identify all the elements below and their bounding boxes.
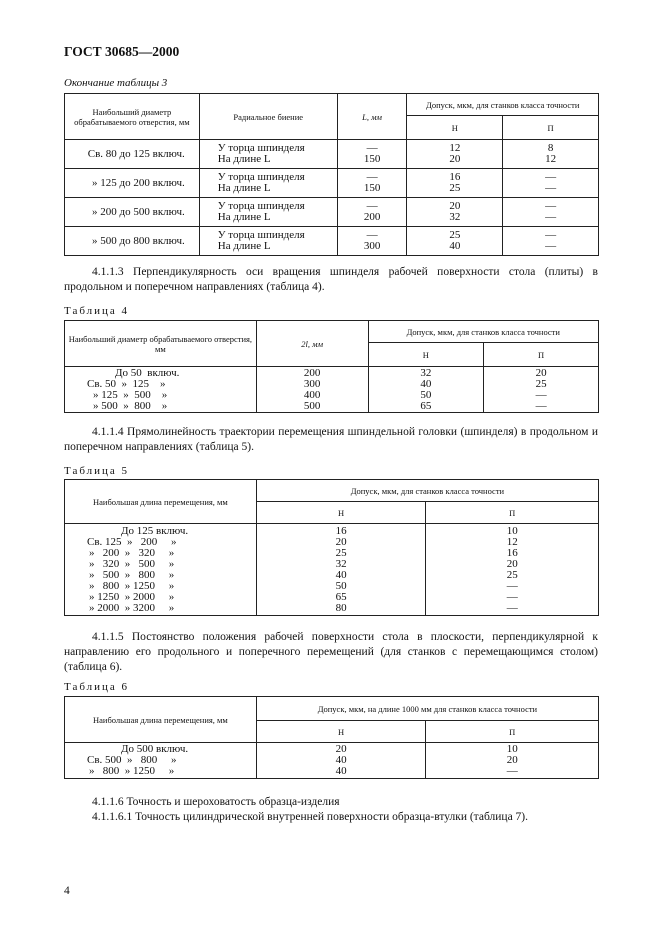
t4-cell-p: 25 [535, 377, 547, 390]
t3-header-class-n: Н [407, 116, 503, 140]
table-5 [64, 479, 599, 616]
paragraph-4-1-1-6-1: 4.1.1.6.1 Точность цилиндрической внутренней поверхности образца-втулки (таблица 7). [92, 811, 529, 823]
t3-cell-length: — [366, 171, 378, 183]
t3-cell-p: — [545, 240, 557, 252]
table5-caption: Таблица 5 [64, 465, 130, 477]
paragraph-4-1-1-3: 4.1.1.3 Перпендикулярность оси вращения шпинделя рабочей поверхности стола (плиты) в продольном и поперечном направлениях (таблица 4). [64, 266, 598, 293]
paragraph-4-1-1-6: 4.1.1.6 Точность и шероховатость образца-изделия [92, 796, 340, 808]
t5-cell-p: — [506, 601, 518, 614]
t5-cell-n: 40 [335, 568, 347, 581]
t3-cell-n: 25 [449, 182, 461, 194]
table6-caption: Таблица 6 [64, 681, 130, 693]
t4-cell-p: — [535, 399, 547, 412]
t5-cell-length: » 200 » 320 » [89, 546, 175, 559]
t3-cell-desc: У торца шпинделя [217, 171, 305, 183]
t6-header-tolerance: Допуск, мкм, на длине 1000 мм для станков класса точности [256, 697, 598, 721]
t6-header-length: Наибольшая длина перемещения, мм [65, 697, 257, 743]
page-number: 4 [64, 885, 70, 897]
t4-header-diameter: Наибольший диаметр обрабатываемого отверстия, мм [65, 321, 257, 367]
table-row [65, 743, 599, 779]
t4-cell-length: 200 [303, 366, 321, 379]
table3-continuation-caption: Окончание таблицы 3 [64, 77, 168, 89]
t3-cell-n: 32 [449, 211, 461, 223]
t3-header-runout: Радиальное биение [199, 94, 337, 140]
t4-header-class-n: Н [368, 343, 484, 367]
t3-cell-n: 16 [449, 171, 461, 183]
t4-cell-n: 32 [420, 366, 432, 379]
paragraph-4-1-1-5: 4.1.1.5 Постоянство положения рабочей поверхности стола в плоскости, перпендикулярной к направлению его продольного и поперечного перемещений (для станков с перемещающимся столом) (таблица 6). [64, 631, 598, 673]
t5-header-class-n: Н [256, 502, 426, 524]
t6-cell-length: Св. 500 » 800 » [87, 754, 177, 766]
t3-cell-diameter: Св. 80 до 125 включ. [65, 140, 200, 169]
t3-cell-desc: У торца шпинделя [217, 229, 305, 241]
t6-header-class-p: П [426, 721, 599, 743]
t6-cell-p: 10 [506, 743, 518, 755]
t4-cell-length: 500 [303, 399, 321, 412]
t5-header-length: Наибольшая длина перемещения, мм [65, 480, 257, 524]
t5-cell-length: Св. 125 » 200 » [87, 535, 177, 548]
t4-cell-p: 20 [535, 366, 547, 379]
table4-caption: Таблица 4 [64, 305, 130, 317]
t4-cell-diameter: Св. 50 » 125 » [87, 377, 166, 390]
t3-cell-p: — [545, 200, 557, 212]
t5-cell-n: 32 [335, 557, 347, 570]
t3-cell-p: 12 [545, 153, 557, 165]
t3-cell-n: 40 [449, 240, 461, 252]
document-header: ГОСТ 30685—2000 [64, 44, 180, 59]
t3-cell-desc: На длине L [217, 182, 271, 194]
t5-cell-n: 20 [335, 535, 347, 548]
t3-cell-desc: У торца шпинделя [217, 142, 305, 154]
t4-cell-diameter: » 500 » 800 » [93, 399, 168, 412]
t5-cell-p: 20 [506, 557, 518, 570]
t4-cell-length: 300 [303, 377, 321, 390]
t5-cell-n: 65 [335, 590, 347, 603]
t6-cell-p: — [506, 765, 518, 777]
t3-cell-length: — [366, 229, 378, 241]
t3-cell-diameter: » 200 до 500 включ. [65, 198, 200, 227]
t6-cell-length: До 500 включ. [121, 743, 189, 755]
table-row [65, 140, 599, 169]
t4-header-tolerance: Допуск, мкм, для станков класса точности [368, 321, 598, 343]
t6-cell-length: » 800 » 1250 » [89, 765, 175, 777]
t3-header-length: L, мм [337, 94, 407, 140]
table-4 [64, 320, 599, 413]
t3-cell-length: — [366, 200, 378, 212]
t5-cell-length: До 125 включ. [121, 524, 189, 537]
t6-cell-n: 40 [335, 765, 347, 777]
t5-cell-p: — [506, 579, 518, 592]
t5-cell-length: » 2000 » 3200 » [89, 601, 175, 614]
t3-cell-n: 25 [449, 229, 461, 241]
t4-cell-n: 50 [420, 388, 432, 401]
t5-header-tolerance: Допуск, мкм, для станков класса точности [256, 480, 598, 502]
t3-cell-n: 20 [449, 153, 461, 165]
t4-cell-n: 65 [420, 399, 432, 412]
t6-cell-p: 20 [506, 754, 518, 766]
t5-cell-p: 25 [506, 568, 518, 581]
t3-cell-length: — [366, 142, 378, 154]
t5-cell-n: 50 [335, 579, 347, 592]
table-row [65, 367, 599, 413]
t5-cell-p: 12 [506, 535, 518, 548]
paragraph-4-1-1-4: 4.1.1.4 Прямолинейность траектории перемещения шпиндельной головки (шпинделя) в продольном и поперечном направлениях (таблица 5). [64, 426, 598, 453]
t4-cell-n: 40 [420, 377, 432, 390]
t3-cell-n: 20 [449, 200, 461, 212]
t3-cell-desc: У торца шпинделя [217, 200, 305, 212]
t3-cell-n: 12 [449, 142, 461, 154]
t6-header-class-n: Н [256, 721, 426, 743]
t4-cell-diameter: » 125 » 500 » [93, 388, 168, 401]
t5-cell-n: 16 [335, 524, 347, 537]
t3-cell-p: — [545, 171, 557, 183]
t4-cell-p: — [535, 388, 547, 401]
t3-cell-length: 200 [363, 211, 381, 223]
t3-cell-desc: На длине L [217, 153, 271, 165]
t6-cell-n: 40 [335, 754, 347, 766]
t5-cell-n: 80 [335, 601, 347, 614]
table-6 [64, 696, 599, 779]
t5-header-class-p: П [426, 502, 599, 524]
t3-header-diameter: Наибольший диаметр обрабатываемого отверстия, мм [65, 94, 200, 140]
t3-cell-desc: На длине L [217, 240, 271, 252]
table-row [65, 198, 599, 227]
t4-cell-diameter: До 50 включ. [115, 366, 180, 379]
t5-cell-p: — [506, 590, 518, 603]
t3-cell-p: 8 [547, 142, 554, 154]
table-3 [64, 93, 599, 256]
t5-cell-p: 10 [506, 524, 518, 537]
t4-header-class-p: П [484, 343, 599, 367]
t3-header-tolerance: Допуск, мкм, для станков класса точности [407, 94, 599, 116]
t3-cell-diameter: » 500 до 800 включ. [65, 227, 200, 256]
t3-cell-diameter: » 125 до 200 включ. [65, 169, 200, 198]
t4-header-length: 2l, мм [256, 321, 368, 367]
table-row [65, 227, 599, 256]
t5-cell-length: » 800 » 1250 » [89, 579, 175, 592]
t5-cell-length: » 320 » 500 » [89, 557, 175, 570]
t3-cell-p: — [545, 229, 557, 241]
t3-cell-desc: На длине L [217, 211, 271, 223]
t3-cell-p: — [545, 182, 557, 194]
t3-cell-length: 300 [363, 240, 381, 252]
t5-cell-length: » 500 » 800 » [89, 568, 175, 581]
t5-cell-length: » 1250 » 2000 » [89, 590, 175, 603]
t3-header-class-p: П [503, 116, 599, 140]
table-row [65, 524, 599, 616]
t3-cell-length: 150 [363, 182, 381, 194]
t5-cell-p: 16 [506, 546, 518, 559]
t3-cell-p: — [545, 211, 557, 223]
t4-cell-length: 400 [303, 388, 321, 401]
table-row [65, 169, 599, 198]
t5-cell-n: 25 [335, 546, 347, 559]
t3-cell-length: 150 [363, 153, 381, 165]
t6-cell-n: 20 [335, 743, 347, 755]
